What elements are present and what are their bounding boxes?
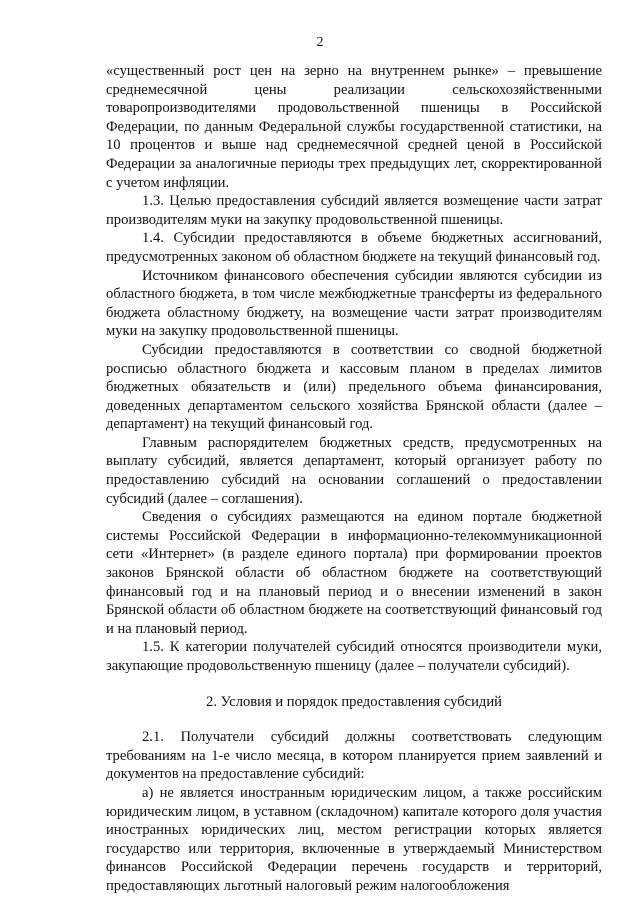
paragraph-1-4: 1.4. Субсидии предоставляются в объеме бюджетных ассигнований, предусмотренных законом об областном бюджете на текущий финансовый год. <box>106 230 602 265</box>
paragraph-2-1: 2.1. Получатели субсидий должны соответствовать следующим требованиям на 1-е число месяца, в котором планируется прием заявлений и документов на предоставление субсидий: <box>106 729 602 783</box>
section-heading: 2. Условия и порядок предоставления субсидий <box>206 693 502 710</box>
paragraph-budget-allocation: Субсидии предоставляются в соответствии со сводной бюджетной росписью областного бюджета и кассовым планом в пределах лимитов бюджетных обязательств и (или) предельного объема финансирования, доведенных департаментом сельского хозяйства Брянской области (далее – департамент) на текущий финансовый год. <box>106 341 602 433</box>
paragraph-definition: «существенный рост цен на зерно на внутреннем рынке» – превышение среднемесячной цены реализации сельскохозяйственными товаропроизводителями продовольственной пшеницы в Российской Федерации, по данным Федеральной службы государственной статистики, на 10 процентов и выше над среднемесячной средней ценой в Российской Федерации за аналогичные периоды трех предыдущих лет, скорректированной с учетом инфляции. <box>106 63 602 191</box>
paragraph-1-5: 1.5. К категории получателей субсидий относятся производители муки, закупающие продовольственную пшеницу (далее – получатели субсидий). <box>106 639 602 674</box>
paragraph-funding-source: Источником финансового обеспечения субсидии являются субсидии из областного бюджета, в том числе межбюджетные трансферты из федерального бюджета областному бюджету, на возмещение части затрат производителям муки на закупку продовольственной пшеницы. <box>106 267 602 340</box>
paragraph-item-a: а) не является иностранным юридическим лицом, а также российским юридическим лицом, в уставном (складочном) капитале которого доля участия иностранных юридических лиц, местом регистрации которых является государство или территория, включенные в утверждаемый Министерством финансов Российской Федерации перечень государств и территорий, предоставляющих льготный налоговый режим налогообложения <box>106 784 602 894</box>
page-number: 2 <box>316 35 324 50</box>
paragraph-1-3: 1.3. Целью предоставления субсидий является возмещение части затрат производителям муки на закупку продовольственной пшеницы. <box>106 193 602 228</box>
paragraph-main-administrator: Главным распорядителем бюджетных средств, предусмотренных на выплату субсидий, является департамент, который организует работу по предоставлению субсидий на основании соглашений о предоставлении субсидий (далее – соглашения). <box>106 434 602 507</box>
document-body <box>106 62 602 896</box>
paragraph-portal-info: Сведения о субсидиях размещаются на едином портале бюджетной системы Российской Федерации в информационно-телекоммуникационной сети «Интернет» (в разделе единого портала) при формировании проектов законов Брянской области об областном бюджете на соответствующий финансовый год и на плановый период и о внесении изменений в закон Брянской области об областном бюджете на соответствующий финансовый год и на плановый период. <box>106 509 602 637</box>
